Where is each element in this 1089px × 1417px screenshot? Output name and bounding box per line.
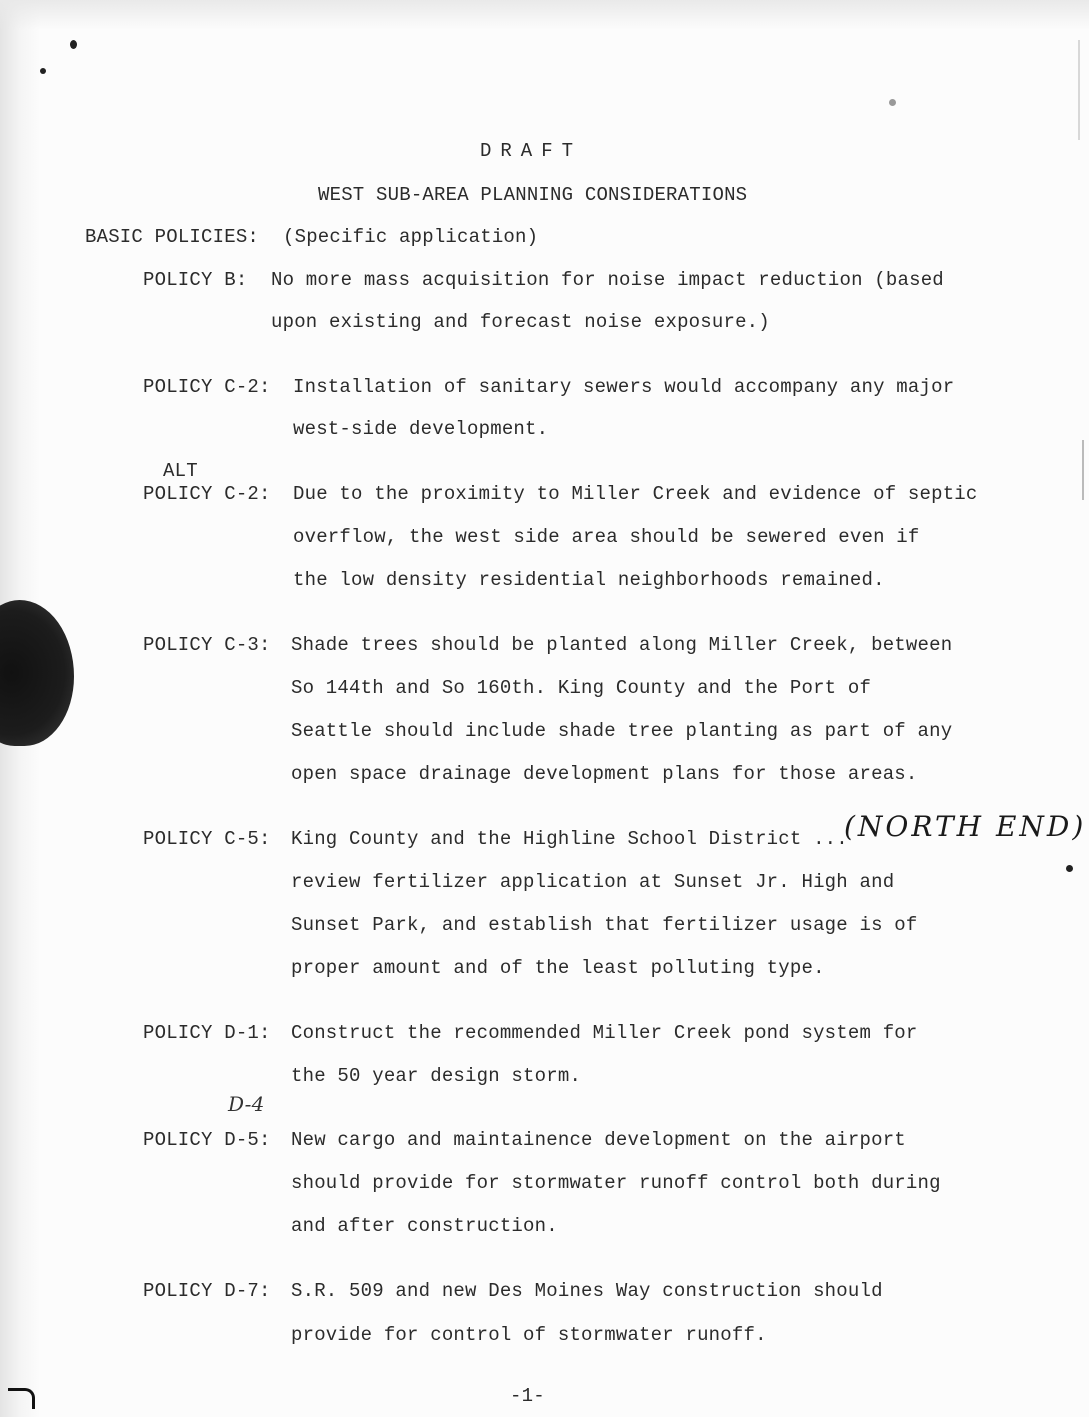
corner-mark (8, 1388, 35, 1409)
policy-d7-label: POLICY D-7: (143, 1280, 271, 1302)
policy-alt-c2-line: Due to the proximity to Miller Creek and evidence of septic (293, 483, 978, 505)
scan-edge-line (1082, 440, 1084, 500)
policy-c5-line: Sunset Park, and establish that fertilizer usage is of (291, 914, 918, 936)
policy-c5-label: POLICY C-5: (143, 828, 271, 850)
policy-c3-line: open space drainage development plans for those areas. (291, 763, 918, 785)
scan-top-shadow (0, 0, 1089, 30)
policy-alt-c2-label: POLICY C-2: (143, 483, 271, 505)
basic-policies-subtitle: (Specific application) (283, 226, 539, 248)
policy-d5-line: should provide for stormwater runoff control both during (291, 1172, 941, 1194)
scan-speck (70, 40, 77, 49)
policy-c2-line: west-side development. (293, 418, 549, 440)
policy-d1-label: POLICY D-1: (143, 1022, 271, 1044)
policy-d5-label: POLICY D-5: (143, 1129, 271, 1151)
document-title: WEST SUB-AREA PLANNING CONSIDERATIONS (318, 184, 748, 206)
policy-c5-line: King County and the Highline School District ... (291, 828, 848, 850)
scan-speck (889, 99, 896, 106)
policy-d7-line: provide for control of stormwater runoff. (291, 1324, 767, 1346)
policy-alt-c2-line: overflow, the west side area should be sewered even if (293, 526, 920, 548)
scan-speck (40, 68, 46, 74)
policy-c2-label: POLICY C-2: (143, 376, 271, 398)
policy-d1-line: Construct the recommended Miller Creek pond system for (291, 1022, 918, 1044)
policy-d7-line: S.R. 509 and new Des Moines Way construction should (291, 1280, 883, 1302)
policy-c5-line: review fertilizer application at Sunset Jr. High and (291, 871, 895, 893)
policy-d5-line: New cargo and maintainence development on the airport (291, 1129, 906, 1151)
policy-c5-line: proper amount and of the least polluting type. (291, 957, 825, 979)
policy-d1-line: the 50 year design storm. (291, 1065, 582, 1087)
scan-speck (1066, 865, 1073, 872)
policy-c2-line: Installation of sanitary sewers would accompany any major (293, 376, 955, 398)
policy-c3-line: So 144th and So 160th. King County and the Port of (291, 677, 872, 699)
policy-c3-line: Shade trees should be planted along Miller Creek, between (291, 634, 953, 656)
policy-c3-line: Seattle should include shade tree planting as part of any (291, 720, 953, 742)
page-number: -1- (510, 1385, 545, 1407)
policy-c3-label: POLICY C-3: (143, 634, 271, 656)
handwritten-annotation: (NORTH END) (844, 810, 1087, 843)
policy-d5-line: and after construction. (291, 1215, 558, 1237)
alt-label: ALT (163, 460, 198, 482)
basic-policies-label: BASIC POLICIES: (85, 226, 260, 248)
ink-blot (0, 600, 74, 746)
policy-b-line: upon existing and forecast noise exposure.) (271, 311, 770, 333)
draft-heading: DRAFT (480, 140, 583, 162)
handwritten-annotation: D-4 (228, 1092, 265, 1116)
policy-b-line: No more mass acquisition for noise impact reduction (based (271, 269, 944, 291)
policy-alt-c2-line: the low density residential neighborhoods remained. (293, 569, 885, 591)
scan-edge-line (1078, 40, 1080, 140)
policy-b-label: POLICY B: (143, 269, 248, 291)
